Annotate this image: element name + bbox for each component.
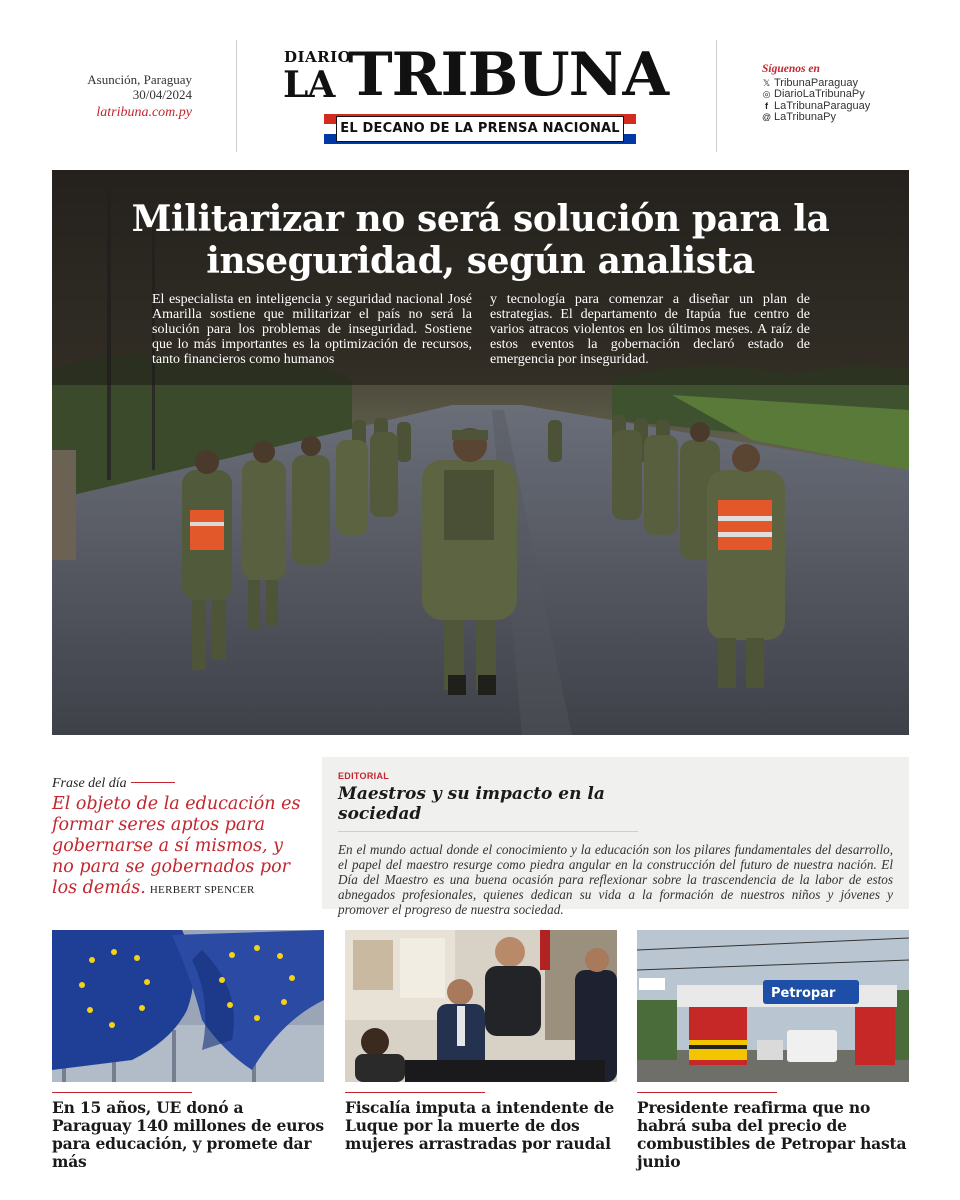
quote-text-block: [52, 794, 302, 901]
news-rule: [52, 1092, 192, 1093]
threads-icon: @: [762, 112, 772, 122]
news-item-eu-education[interactable]: [52, 930, 324, 1171]
x-icon: 𝕏: [762, 77, 771, 88]
news-headline[interactable]: Fiscalía imputa a intendente de Luque por la muerte de dos mujeres arrastradas por raudal: [345, 1098, 615, 1153]
social-threads[interactable]: [762, 112, 932, 124]
quote-author: HERBERT SPENCER: [149, 884, 255, 896]
dateline-date: 30/04/2024: [132, 87, 192, 102]
news-headline[interactable]: Presidente reafirma que no habrá suba del precio de combustibles de Petropar hasta junio: [637, 1098, 907, 1171]
news-rule: [637, 1092, 777, 1093]
dateline: [60, 72, 192, 120]
social-handle: LaTribunaParaguay: [774, 99, 871, 112]
news-headline[interactable]: En 15 años, UE donó a Paraguay 140 millones de euros para educación, y promete dar más: [52, 1098, 324, 1171]
news-photo-prosecutor-office: [345, 930, 617, 1082]
newspaper-logo[interactable]: [280, 42, 680, 147]
lead-body-col1: El especialista en inteligencia y seguridad nacional José Amarilla sostiene que militarizar el país no será la solución para los problemas de inseguridad. Sostiene que lo más importantes es la optimización de recursos, tanto financieros como humanos: [152, 292, 472, 367]
social-handle: LaTribunaPy: [774, 111, 836, 123]
news-photo-petropar-station: [637, 930, 909, 1082]
news-photo-eu-flags: [52, 930, 324, 1082]
follow-label: Síguenos en: [762, 63, 820, 75]
news-item-petropar-fuel[interactable]: [637, 930, 909, 1171]
news-item-luque-mayor[interactable]: [345, 930, 617, 1153]
quote-label-rule: [131, 782, 175, 783]
editorial-title[interactable]: Maestros y su impacto en la sociedad: [338, 784, 638, 832]
social-handle: TribunaParaguay: [774, 76, 858, 89]
social-handle: DiarioLaTribunaPy: [774, 88, 865, 100]
facebook-icon: f: [765, 100, 768, 111]
logo-tribuna: TRIBUNA: [348, 40, 669, 110]
quote-text: El objeto de la educación es formar seres aptos para gobernarse a sí mismos, y no para se gobernados por los demás.: [52, 794, 301, 898]
editorial-body: En el mundo actual donde el conocimiento y la educación son los pilares fundamentales del desarrollo, el papel del maestro resurge como piedra angular en la construcción del futuro de nuestra nación. El Día del Maestro es una buena ocasión para reflexionar sobre la trascendencia de la labor de estos abnegados profesionales, quienes dedican su vida a la formación de nuestros niños y jóvenes y promover el progreso de nuestra sociedad.: [338, 842, 893, 917]
tagline: EL DECANO DE LA PRENSA NACIONAL: [336, 116, 624, 142]
quote-of-the-day: [52, 772, 302, 901]
lead-body-col2: y tecnología para comenzar a diseñar un plan de estrategias. El departamento de Itapúa fue centro de varios atracos violentos en los últimos meses. A raíz de estos eventos la gobernación declaró estado de emergencia por inseguridad.: [490, 292, 810, 367]
editorial-box[interactable]: [322, 757, 909, 917]
social-instagram[interactable]: [762, 89, 932, 101]
logo-diario: DIARIO: [284, 48, 352, 66]
masthead-divider-left: [236, 40, 237, 152]
quote-label: Frase del día: [52, 776, 127, 791]
instagram-icon: ◎: [762, 89, 771, 99]
editorial-kicker: EDITORIAL: [338, 771, 390, 781]
news-rule: [345, 1092, 485, 1093]
dateline-city: Asunción, Paraguay: [87, 72, 192, 87]
masthead-divider-right: [716, 40, 717, 152]
social-links: [762, 64, 932, 124]
lead-story[interactable]: [52, 170, 909, 735]
lead-headline[interactable]: Militarizar no será solución para la inseguridad, según analista: [131, 198, 830, 282]
website-link[interactable]: latribuna.com.py: [96, 105, 192, 120]
logo-la: LA: [283, 64, 335, 106]
petropar-sign-text: Petropar: [771, 986, 836, 1001]
masthead: [0, 0, 960, 165]
